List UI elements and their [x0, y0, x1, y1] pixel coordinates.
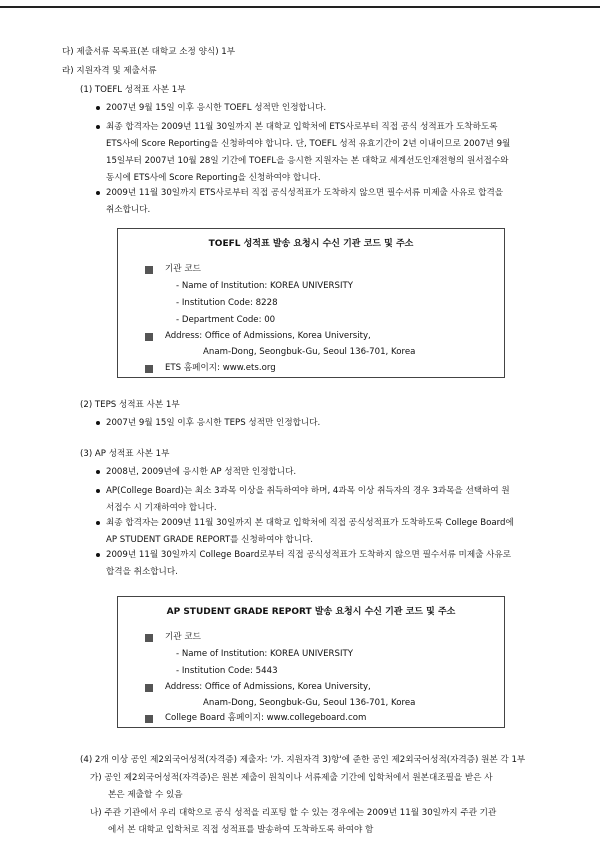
square-bullet-icon — [145, 634, 153, 642]
teps-heading: (2) TEPS 성적표 사본 1부 — [80, 400, 180, 410]
square-bullet-icon — [145, 266, 153, 274]
toefl-institution-box — [117, 228, 505, 378]
toefl-bullet-3-line-2: 취소합니다. — [106, 205, 151, 215]
teps-bullet-1: 2007년 9월 15일 이후 응시한 TEPS 성적만 인정합니다. — [106, 418, 321, 428]
ap-bullet-3-line-2: AP STUDENT GRADE REPORT를 신청하여야 합니다. — [106, 535, 314, 545]
bullet-icon — [96, 489, 100, 493]
bullet-icon — [96, 470, 100, 474]
toefl-box-homepage: ETS 홈페이지: www.ets.org — [165, 363, 276, 373]
ap-bullet-1: 2008년, 2009년에 응시한 AP 성적만 인정합니다. — [106, 467, 297, 477]
toefl-bullet-2-line-1: 최종 합격자는 2009년 11월 30일까지 본 대학교 입학처에 ETS사로부터 직접 공식 성적표가 도착하도록 — [106, 122, 498, 132]
ap-box-institution-code: - Institution Code: 5443 — [176, 666, 278, 676]
toefl-heading: (1) TOEFL 성적표 사본 1부 — [80, 85, 186, 95]
toefl-bullet-1: 2007년 9월 15일 이후 응시한 TOEFL 성적만 인정합니다. — [106, 103, 327, 113]
ap-box-code-label: 기관 코드 — [165, 632, 201, 642]
ap-bullet-2-line-2: 서접수 시 기재하여야 합니다. — [106, 503, 217, 513]
square-bullet-icon — [145, 715, 153, 723]
square-bullet-icon — [145, 333, 153, 341]
ap-heading: (3) AP 성적표 사본 1부 — [80, 449, 170, 459]
toefl-box-department-code: - Department Code: 00 — [176, 315, 276, 325]
ap-box-institution-name: - Name of Institution: KOREA UNIVERSITY — [176, 649, 354, 659]
toefl-box-institution-name: - Name of Institution: KOREA UNIVERSITY — [176, 281, 354, 291]
intro-ra: 라) 지원자격 및 제출서류 — [62, 66, 157, 76]
bullet-icon — [96, 125, 100, 129]
bullet-icon — [96, 521, 100, 525]
foreign-na-line-2: 에서 본 대학교 입학처로 직접 성적표를 발송하여 도착하도록 하여야 함 — [108, 825, 374, 835]
toefl-bullet-2-line-3: 15일부터 2007년 10월 28일 기간에 TOEFL을 응시한 지원자는 본 대학교 세계선도인재전형의 원서접수와 — [106, 156, 509, 166]
ap-bullet-3-line-1: 최종 합격자는 2009년 11월 30일까지 본 대학교 입학처에 직접 공식성적표가 도착하도록 College Board에 — [106, 518, 514, 528]
toefl-bullet-2-line-4: 동시에 ETS사에 Score Reporting을 신청하여야 합니다. — [106, 173, 321, 183]
toefl-box-code-label: 기관 코드 — [165, 264, 201, 274]
toefl-box-address-1: Address: Office of Admissions, Korea University, — [165, 331, 371, 341]
foreign-ga-line-2: 본은 제출할 수 있음 — [108, 790, 183, 800]
toefl-box-institution-code: - Institution Code: 8228 — [176, 298, 278, 308]
ap-bullet-2-line-1: AP(College Board)는 최소 3과목 이상을 취득하여야 하며, 4과목 이상 취득자의 경우 3과목을 선택하여 원 — [106, 486, 510, 496]
square-bullet-icon — [145, 684, 153, 692]
ap-institution-box — [117, 596, 505, 728]
toefl-bullet-2-line-2: ETS사에 Score Reporting을 신청하여야 합니다. 단, TOEFL 성적 유효기간이 2년 이내이므로 2007년 9월 — [106, 139, 511, 149]
bullet-icon — [96, 553, 100, 557]
ap-bullet-4-line-2: 합격을 취소합니다. — [106, 567, 178, 577]
toefl-box-address-2: Anam-Dong, Seongbuk-Gu, Seoul 136-701, Korea — [203, 347, 416, 357]
bullet-icon — [96, 191, 100, 195]
toefl-bullet-3-line-1: 2009년 11월 30일까지 ETS사로부터 직접 공식성적표가 도착하지 않으면 필수서류 미제출 사유로 합격을 — [106, 188, 504, 198]
ap-bullet-4-line-1: 2009년 11월 30일까지 College Board로부터 직접 공식성적표가 도착하지 않으면 필수서류 미제출 사유로 — [106, 550, 512, 560]
toefl-box-title: TOEFL 성적표 발송 요청시 수신 기관 코드 및 주소 — [208, 239, 414, 249]
bullet-icon — [96, 421, 100, 425]
square-bullet-icon — [145, 365, 153, 373]
ap-box-address-2: Anam-Dong, Seongbuk-Gu, Seoul 136-701, Korea — [203, 698, 416, 708]
bullet-icon — [96, 106, 100, 110]
ap-box-homepage: College Board 홈페이지: www.collegeboard.com — [165, 713, 367, 723]
ap-box-address-1: Address: Office of Admissions, Korea University, — [165, 682, 371, 692]
foreign-ga-line-1: 가) 공인 제2외국어성적(자격증)은 원본 제출이 원칙이나 서류제출 기간에 입학처에서 원본대조필을 받은 사 — [90, 773, 493, 783]
intro-da: 다) 제출서류 목록표(본 대학교 소정 양식) 1부 — [62, 47, 236, 57]
ap-box-title: AP STUDENT GRADE REPORT 발송 요청시 수신 기관 코드 및 주소 — [166, 607, 456, 617]
foreign-na-line-1: 나) 주관 기관에서 우리 대학으로 공식 성적을 리포팅 할 수 있는 경우에는 2009년 11월 30일까지 주관 기관 — [90, 808, 497, 818]
foreign-heading: (4) 2개 이상 공인 제2외국어성적(자격증) 제출자: '가. 지원자격 3)항'에 준한 공인 제2외국어성적(자격증) 원본 각 1부 — [80, 755, 526, 765]
